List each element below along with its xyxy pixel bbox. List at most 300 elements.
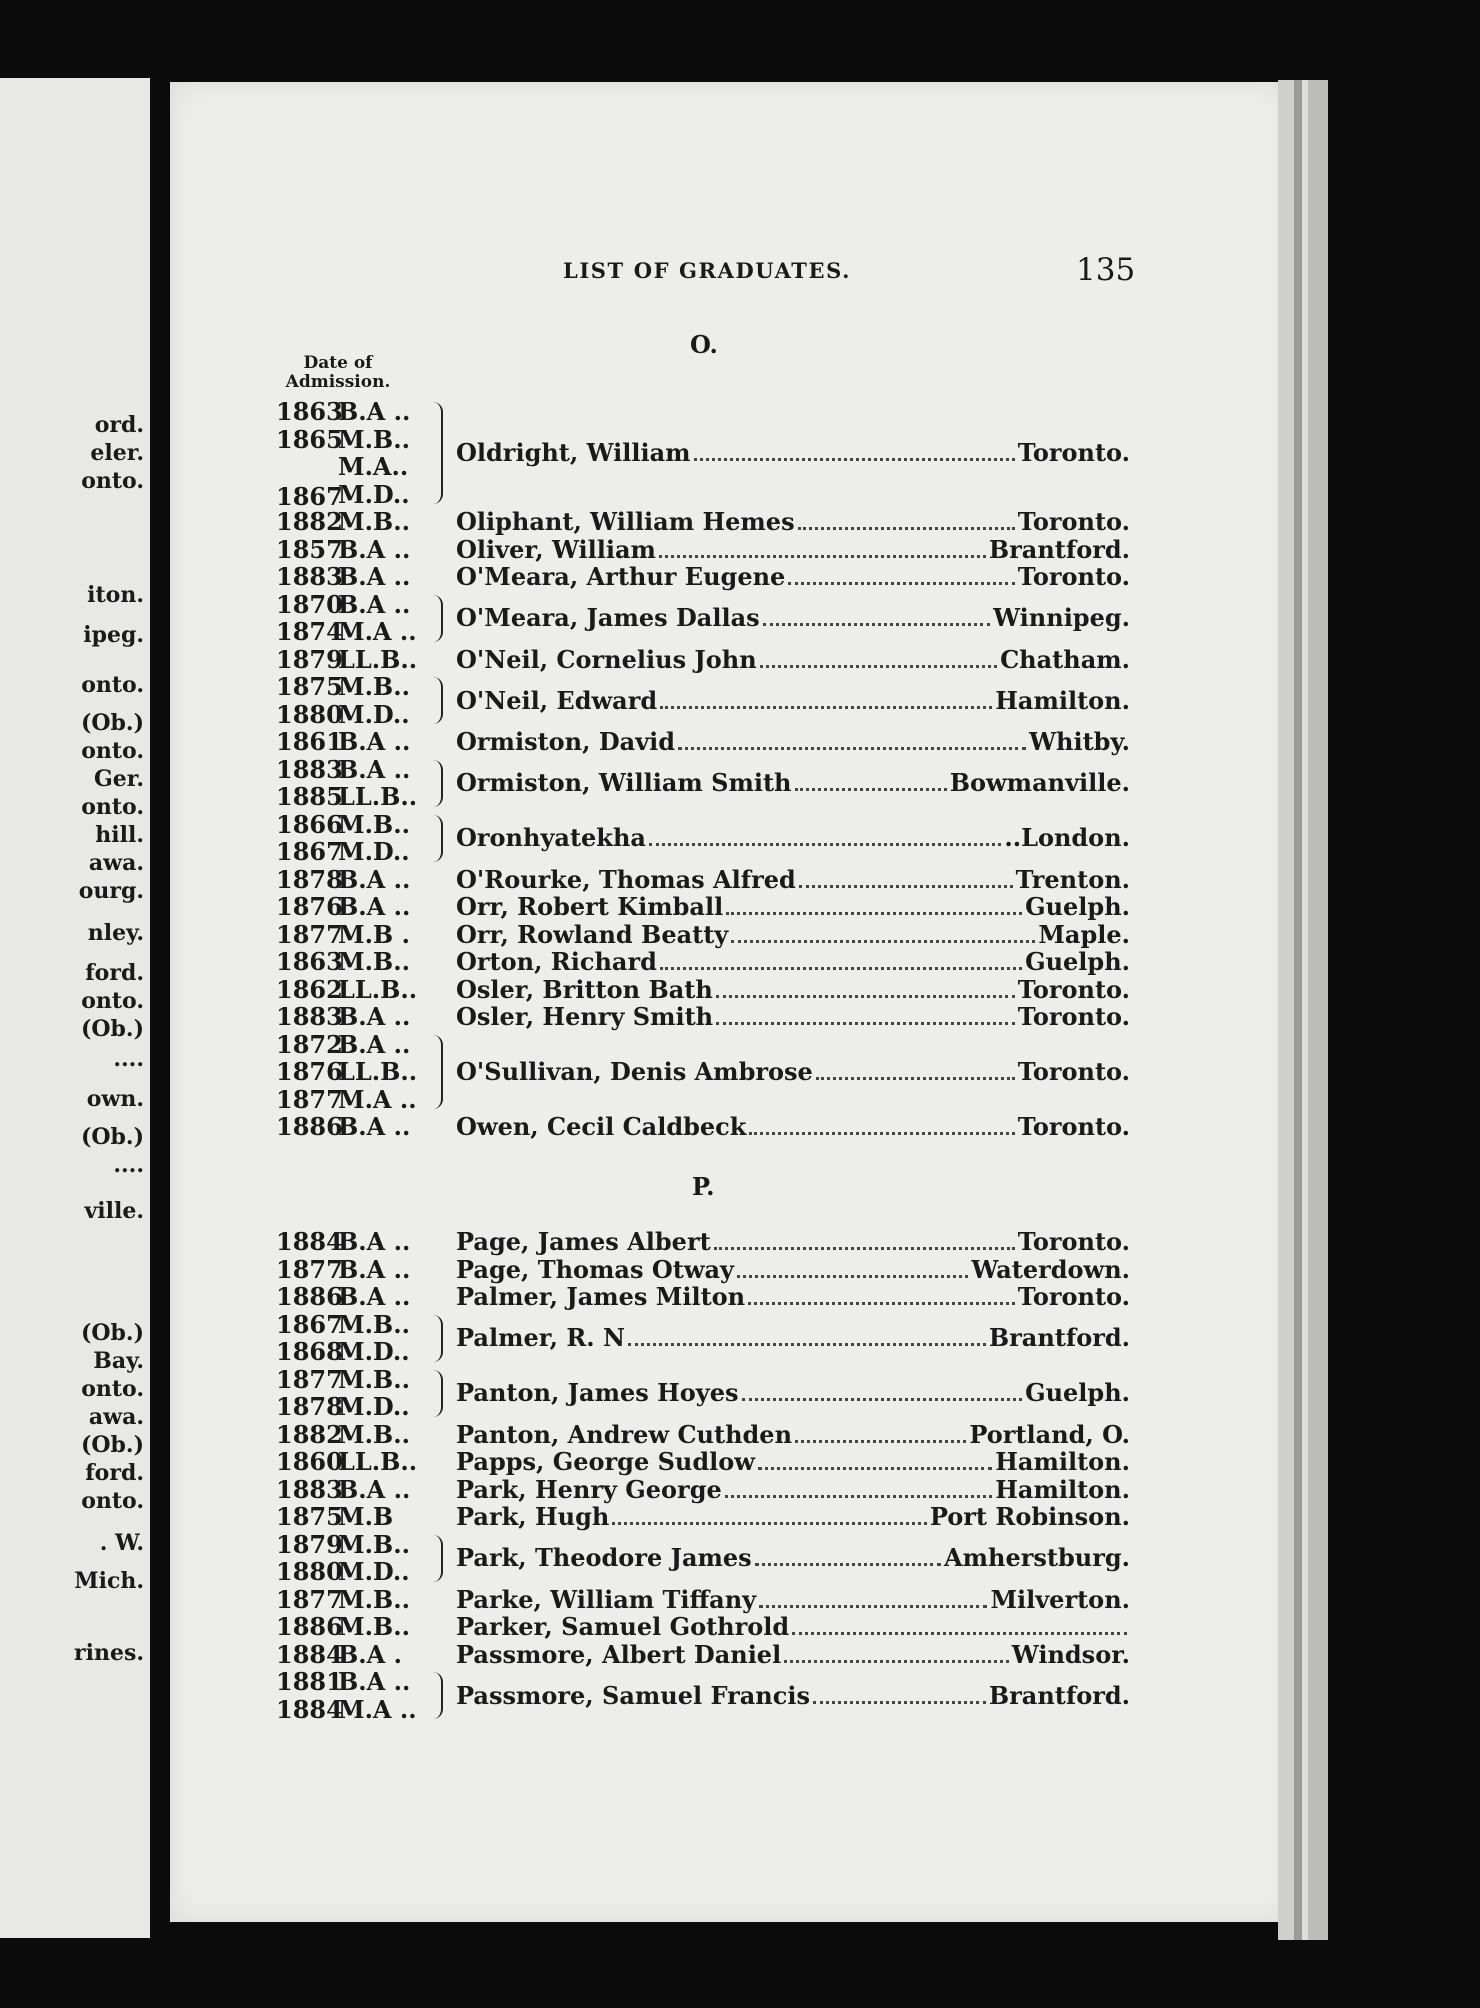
degree: B.A ..	[338, 1002, 411, 1031]
name-and-residence	[456, 1058, 1130, 1087]
facing-page-text-fragment: ....	[113, 1046, 144, 1072]
name-and-residence	[456, 1113, 1130, 1142]
degree: B.A ..	[338, 892, 411, 921]
dot-leader	[813, 1701, 986, 1704]
admission-year: 1885	[276, 782, 343, 811]
graduate-name: Oliphant, William Hemes	[456, 507, 795, 536]
degree: M.B..	[338, 1364, 410, 1394]
admission-year: 1863	[276, 947, 343, 976]
degree: M.B..	[338, 1529, 410, 1559]
graduate-name: Park, Hugh	[456, 1502, 610, 1531]
admission-year: 1883	[276, 754, 343, 784]
graduate-entry	[276, 811, 1130, 866]
graduate-entry	[276, 1668, 1130, 1723]
name-and-residence	[456, 1503, 1130, 1532]
admission-date	[276, 838, 410, 866]
name-and-residence	[456, 1324, 1130, 1353]
dot-leader	[760, 665, 997, 668]
degree: B.A ..	[338, 1112, 411, 1141]
dot-leader	[748, 1302, 1015, 1305]
admission-year: 1857	[276, 534, 343, 564]
graduate-name: Orton, Richard	[456, 947, 657, 976]
degree: M.D..	[338, 837, 410, 866]
admission-date	[276, 591, 410, 619]
dot-leader	[816, 1077, 1015, 1080]
graduate-name: O'Sullivan, Denis Ambrose	[456, 1057, 813, 1086]
name-and-residence	[456, 1421, 1130, 1450]
residence: Toronto.	[1017, 974, 1130, 1004]
graduate-name: Oliver, William	[456, 534, 656, 564]
graduate-name: Palmer, R. N	[456, 1323, 625, 1353]
residence: Toronto.	[1017, 507, 1130, 536]
name-and-residence	[456, 976, 1130, 1005]
residence: Milverton.	[990, 1584, 1130, 1614]
residence: Brantford.	[988, 1680, 1130, 1710]
dot-leader	[731, 940, 1035, 943]
degree: LL.B..	[338, 1057, 418, 1086]
admission-year: 1886	[276, 1612, 343, 1641]
graduate-entry	[276, 1503, 1130, 1531]
graduate-name: Oldright, William	[456, 438, 691, 468]
degree: LL.B..	[338, 782, 418, 811]
name-and-residence	[456, 1003, 1130, 1032]
degree: LL.B..	[338, 1447, 418, 1476]
graduate-entry	[276, 948, 1130, 976]
admission-year: 1863	[276, 397, 343, 426]
admission-date	[276, 1311, 410, 1339]
dot-leader	[659, 555, 986, 558]
facing-page-text-fragment: (Ob.)	[80, 1320, 144, 1346]
degree: M.D..	[338, 699, 410, 729]
degree: B.A ..	[338, 534, 411, 564]
grouping-brace	[433, 1370, 443, 1417]
graduate-entry	[276, 728, 1130, 756]
admission-year: 1880	[276, 699, 343, 729]
graduate-entry	[276, 397, 1130, 511]
facing-page-text-fragment: nley.	[87, 920, 144, 946]
dot-leader	[612, 1522, 927, 1525]
graduate-entry	[276, 756, 1130, 811]
graduate-entry	[276, 673, 1130, 728]
admission-year: 1882	[276, 507, 343, 536]
graduate-name: Page, James Albert	[456, 1227, 711, 1256]
dot-leader	[795, 788, 947, 791]
degree: M.A ..	[338, 1694, 417, 1724]
page-edge	[1308, 80, 1328, 1940]
name-and-residence	[456, 536, 1130, 565]
residence: Amherstburg.	[944, 1543, 1130, 1573]
admission-year: 1880	[276, 1557, 343, 1586]
graduate-entry	[276, 1421, 1130, 1449]
facing-page-text-fragment: own.	[86, 1086, 144, 1112]
residence: Brantford.	[988, 1323, 1130, 1353]
degree: M.A ..	[338, 1084, 417, 1114]
residence: Guelph.	[1025, 1378, 1130, 1408]
degree: M.D..	[338, 1557, 410, 1586]
degree: M.B	[338, 1502, 394, 1531]
admission-date	[276, 646, 417, 674]
dot-leader	[788, 582, 1014, 585]
graduate-entry	[276, 1113, 1130, 1141]
admission-year: 1878	[276, 864, 343, 894]
facing-page-text-fragment: ourg.	[78, 878, 144, 904]
name-and-residence	[456, 728, 1130, 757]
facing-page-text-fragment: iton.	[87, 582, 144, 608]
admission-year: 1877	[276, 1364, 343, 1394]
graduate-entry	[276, 1613, 1130, 1641]
degree: M.B..	[338, 424, 410, 454]
degree: M.B..	[338, 507, 410, 536]
facing-page-text-fragment: Bay.	[93, 1348, 144, 1374]
dot-leader	[714, 1247, 1015, 1250]
graduate-name: Oronhyatekha	[456, 823, 646, 853]
admission-date	[276, 783, 417, 811]
grouping-brace	[433, 595, 443, 642]
column-header-date-of-admission: Date of Admission.	[285, 353, 391, 392]
graduate-name: Passmore, Samuel Francis	[456, 1680, 810, 1710]
facing-page-text-fragment: onto.	[81, 468, 144, 494]
name-and-residence	[456, 439, 1130, 468]
graduate-name: Papps, George Sudlow	[456, 1447, 755, 1476]
dot-leader	[795, 1440, 966, 1443]
dot-leader	[784, 1660, 1009, 1663]
admission-date	[276, 1586, 410, 1614]
admission-date	[276, 1668, 410, 1696]
admission-date	[276, 1421, 410, 1449]
graduate-entry	[276, 1586, 1130, 1614]
graduate-entry	[276, 976, 1130, 1004]
admission-year: 1881	[276, 1667, 343, 1696]
dot-leader	[660, 706, 992, 709]
admission-year: 1877	[276, 919, 343, 949]
degree: M.B..	[338, 809, 410, 839]
admission-year: 1878	[276, 1392, 343, 1421]
admission-date	[276, 426, 410, 454]
admission-year: 1876	[276, 1057, 343, 1086]
admission-year: 1883	[276, 1474, 343, 1504]
admission-year: 1876	[276, 892, 343, 921]
graduate-name: Orr, Rowland Beatty	[456, 919, 729, 949]
grouping-brace	[433, 815, 443, 862]
grouping-brace	[433, 1535, 443, 1582]
admission-date	[276, 563, 410, 591]
admission-date	[276, 1393, 410, 1421]
degree: M.B..	[338, 947, 410, 976]
facing-page-text-fragment: ....	[113, 1152, 144, 1178]
degree: M.B..	[338, 672, 410, 701]
name-and-residence	[456, 1613, 1130, 1642]
admission-year: 1865	[276, 424, 343, 454]
name-and-residence	[456, 1448, 1130, 1477]
admission-date	[276, 1531, 410, 1559]
graduate-name: Palmer, James Milton	[456, 1282, 746, 1311]
facing-page-text-fragment: awa.	[88, 850, 144, 876]
residence: Guelph.	[1025, 947, 1130, 976]
facing-page-text-fragment: onto.	[81, 672, 144, 698]
name-and-residence	[456, 687, 1130, 716]
admission-year: 1862	[276, 974, 343, 1004]
graduate-entry	[276, 921, 1130, 949]
residence: Toronto.	[1017, 1112, 1130, 1141]
graduate-entry	[276, 1003, 1130, 1031]
admission-date	[276, 893, 410, 921]
admission-year: 1875	[276, 1502, 343, 1531]
admission-year: 1886	[276, 1112, 343, 1141]
degree: B.A ..	[338, 727, 411, 756]
residence: Toronto.	[1017, 562, 1130, 591]
admission-date	[276, 1256, 410, 1284]
admission-date	[276, 1613, 410, 1641]
dot-leader	[758, 1467, 992, 1470]
graduate-name: Ormiston, William Smith	[456, 768, 792, 798]
admission-date	[276, 398, 410, 426]
graduate-entry	[276, 508, 1130, 536]
section-letter: O.	[690, 330, 718, 359]
graduate-entry	[276, 1448, 1130, 1476]
graduate-name: Park, Theodore James	[456, 1543, 752, 1573]
name-and-residence	[456, 893, 1130, 922]
graduate-entry	[276, 563, 1130, 591]
facing-page-text-fragment: eler.	[90, 440, 144, 466]
name-and-residence	[456, 948, 1130, 977]
facing-page-text-fragment: ville.	[84, 1198, 144, 1224]
admission-date	[276, 1641, 402, 1669]
admission-date	[276, 948, 410, 976]
admission-date	[276, 756, 410, 784]
facing-page-text-fragment: . W.	[99, 1530, 144, 1556]
admission-year: 1882	[276, 1419, 343, 1449]
dot-leader	[725, 1495, 992, 1498]
residence: Whitby.	[1029, 727, 1130, 756]
name-and-residence	[456, 769, 1130, 798]
degree: B.A ..	[338, 1667, 411, 1696]
dot-leader	[649, 843, 1001, 846]
dot-leader	[799, 885, 1013, 888]
admission-date	[276, 1558, 410, 1586]
graduate-entry	[276, 591, 1130, 646]
residence: Portland, O.	[969, 1419, 1130, 1449]
graduate-entry	[276, 536, 1130, 564]
grouping-brace	[433, 1672, 443, 1719]
admission-date	[276, 1003, 410, 1031]
name-and-residence	[456, 563, 1130, 592]
grouping-brace	[433, 760, 443, 807]
graduate-entry	[276, 1031, 1130, 1114]
graduate-name: Panton, Andrew Cuthden	[456, 1419, 793, 1449]
admission-date	[276, 1228, 410, 1256]
graduate-name: Owen, Cecil Caldbeck	[456, 1112, 747, 1141]
graduate-name: Panton, James Hoyes	[456, 1378, 739, 1408]
dot-leader	[678, 747, 1026, 750]
graduate-name: Parke, William Tiffany	[456, 1584, 757, 1614]
degree: B.A ..	[338, 1227, 411, 1256]
residence: Windsor.	[1011, 1639, 1130, 1669]
admission-date	[276, 1338, 410, 1366]
residence: Waterdown.	[971, 1254, 1130, 1284]
graduate-name: Ormiston, David	[456, 727, 676, 756]
admission-date	[276, 811, 410, 839]
residence: Hamilton.	[995, 1474, 1130, 1504]
graduate-entry	[276, 1531, 1130, 1586]
facing-page-text-fragment: Ger.	[93, 766, 144, 792]
facing-page-fragment	[0, 78, 150, 1938]
admission-year: 1883	[276, 1002, 343, 1031]
graduate-entry	[276, 1366, 1130, 1421]
residence: Hamilton.	[995, 685, 1130, 715]
dot-leader	[798, 527, 1015, 530]
dot-leader	[694, 458, 1015, 461]
facing-page-text-fragment: onto.	[81, 738, 144, 764]
name-and-residence	[456, 1379, 1130, 1408]
admission-year: 1877	[276, 1254, 343, 1284]
residence: Bowmanville.	[949, 768, 1130, 798]
graduate-entry	[276, 866, 1130, 894]
graduate-entry	[276, 646, 1130, 674]
graduate-name: O'Neil, Edward	[456, 685, 658, 715]
name-and-residence	[456, 646, 1130, 675]
admission-date	[276, 1476, 410, 1504]
grouping-brace	[433, 1035, 443, 1110]
section-letter: P.	[692, 1172, 715, 1201]
degree: B.A ..	[338, 1282, 411, 1311]
admission-date	[276, 1366, 410, 1394]
admission-year: 1875	[276, 672, 343, 701]
admission-date	[276, 508, 410, 536]
dot-leader	[763, 623, 990, 626]
graduate-name: Orr, Robert Kimball	[456, 892, 724, 921]
degree: M.B..	[338, 1584, 410, 1614]
facing-page-text-fragment: awa.	[88, 1404, 144, 1430]
page-edge	[1278, 80, 1294, 1940]
degree: B.A ..	[338, 1474, 411, 1504]
degree: M.B..	[338, 1309, 410, 1339]
graduate-entry	[276, 893, 1130, 921]
name-and-residence	[456, 1283, 1130, 1312]
page-edge	[1294, 80, 1302, 1940]
admission-date	[276, 866, 410, 894]
residence: Hamilton.	[995, 1447, 1130, 1476]
dot-leader	[737, 1275, 968, 1278]
admission-year: 1867	[276, 837, 343, 866]
facing-page-text-fragment: onto.	[81, 1488, 144, 1514]
dot-leader	[716, 995, 1015, 998]
name-and-residence	[456, 824, 1130, 853]
degree: M.B .	[338, 919, 410, 949]
residence: Toronto.	[1017, 1057, 1130, 1086]
admission-date	[276, 728, 410, 756]
degree: B.A ..	[338, 397, 411, 426]
residence: Port Robinson.	[929, 1502, 1130, 1531]
admission-year: 1877	[276, 1084, 343, 1114]
dot-leader	[628, 1343, 986, 1346]
binding-gutter	[150, 0, 170, 2008]
admission-date	[276, 1086, 417, 1114]
admission-year: 1867	[276, 1309, 343, 1339]
dot-leader	[660, 967, 1022, 970]
graduate-entry	[276, 1228, 1130, 1256]
facing-page-text-fragment: hill.	[95, 822, 144, 848]
graduate-name: O'Neil, Cornelius John	[456, 644, 757, 674]
dot-leader	[759, 1605, 987, 1608]
graduate-name: Park, Henry George	[456, 1474, 722, 1504]
name-and-residence	[456, 1256, 1130, 1285]
residence: ..London.	[1004, 823, 1130, 853]
facing-page-text-fragment: (Ob.)	[80, 1432, 144, 1458]
admission-year: 1884	[276, 1227, 343, 1256]
dot-leader	[716, 1022, 1015, 1025]
facing-page-text-fragment: ford.	[85, 960, 144, 986]
admission-year: 1872	[276, 1029, 343, 1059]
admission-year: 1860	[276, 1447, 343, 1476]
admission-year: 1879	[276, 1529, 343, 1559]
graduate-name: Passmore, Albert Daniel	[456, 1639, 782, 1669]
facing-page-text-fragment: (Ob.)	[80, 710, 144, 736]
dot-leader	[755, 1563, 941, 1566]
name-and-residence	[456, 1586, 1130, 1615]
admission-year: 1884	[276, 1694, 343, 1724]
admission-year: 1861	[276, 727, 343, 756]
graduate-entry	[276, 1476, 1130, 1504]
name-and-residence	[456, 921, 1130, 950]
residence: Toronto.	[1017, 1002, 1130, 1031]
degree: LL.B..	[338, 644, 418, 674]
name-and-residence	[456, 866, 1130, 895]
degree: M.D..	[338, 1392, 410, 1421]
admission-date	[276, 673, 410, 701]
residence: Brantford.	[988, 534, 1130, 564]
facing-page-text-fragment: (Ob.)	[80, 1016, 144, 1042]
degree: M.A.. M.D..	[338, 452, 410, 509]
residence: Chatham.	[1000, 644, 1130, 674]
degree: M.A ..	[338, 617, 417, 646]
degree: B.A ..	[338, 1254, 411, 1284]
facing-page-text-fragment: onto.	[81, 794, 144, 820]
grouping-brace	[433, 402, 443, 504]
grouping-brace	[433, 1315, 443, 1362]
graduate-entry	[276, 1641, 1130, 1669]
admission-date	[276, 1696, 417, 1724]
residence: Maple.	[1038, 919, 1130, 949]
residence: Trenton.	[1015, 864, 1130, 894]
admission-year: 1868	[276, 1337, 343, 1366]
admission-date	[276, 1283, 410, 1311]
name-and-residence	[456, 1228, 1130, 1257]
facing-page-text-fragment: onto.	[81, 1376, 144, 1402]
name-and-residence	[456, 604, 1130, 633]
grouping-brace	[433, 677, 443, 724]
facing-page-text-fragment: (Ob.)	[80, 1124, 144, 1150]
degree: B.A ..	[338, 562, 411, 591]
facing-page-text-fragment: onto.	[81, 988, 144, 1014]
degree: B.A ..	[338, 754, 411, 784]
admission-date	[276, 1058, 417, 1086]
degree: M.B..	[338, 1612, 410, 1641]
admission-date	[276, 536, 410, 564]
admission-date	[276, 921, 410, 949]
dot-leader	[742, 1398, 1023, 1401]
residence: Winnipeg.	[993, 603, 1130, 633]
admission-year: 1879	[276, 644, 343, 674]
graduate-name: Parker, Samuel Gothrold	[456, 1612, 790, 1641]
dot-leader	[792, 1632, 1127, 1635]
degree: B.A .	[338, 1639, 402, 1669]
admission-year: 1867	[276, 481, 343, 511]
graduate-entry	[276, 1311, 1130, 1366]
admission-date	[276, 1113, 410, 1141]
admission-date	[276, 618, 417, 646]
dot-leader	[726, 912, 1022, 915]
residence: Guelph.	[1025, 892, 1130, 921]
